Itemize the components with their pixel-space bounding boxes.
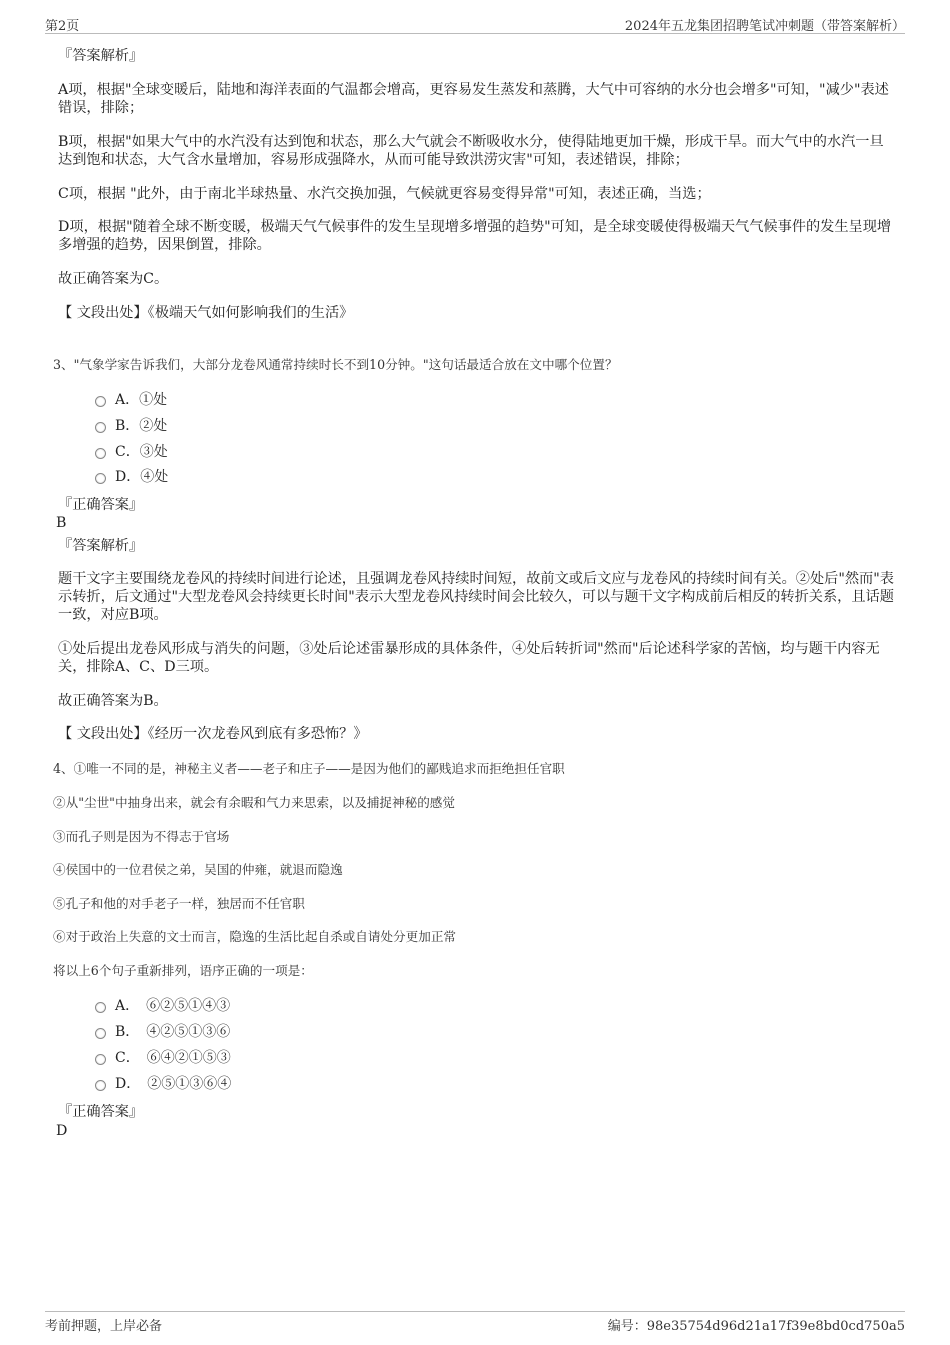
q4-sentence-4: ④侯国中的一位君侯之弟，吴国的仲雍，就退而隐逸 [53, 862, 343, 877]
q4-option-a[interactable]: A． ⑥②⑤①④③ [95, 997, 230, 1015]
q3-analysis-2: ①处后提出龙卷风形成与消失的问题，③处后论述雷暴形成的具体条件，④处后转折词"然而"后论述科学家的苦恼，均与题干内容无关，排除A、C、D三项。 [58, 641, 880, 675]
radio-icon[interactable] [95, 448, 106, 459]
radio-icon[interactable] [95, 1028, 106, 1039]
page-footer [45, 1311, 905, 1336]
q3-question: 3、"气象学家告诉我们，大部分龙卷风通常持续时长不到10分钟。"这句话最适合放在文中哪个位置？ [53, 357, 618, 372]
q4-instruction: 将以上6个句子重新排列，语序正确的一项是： [53, 963, 313, 978]
q2-analysis-d: D项，根据"随着全球不断变暖，极端天气气候事件的发生呈现增多增强的趋势"可知，是全球变暖使得极端天气气候事件的发生呈现增多增强的趋势，因果倒置，排除。 [58, 219, 892, 253]
q3-option-d[interactable]: D．④处 [95, 468, 168, 486]
q2-source: 【 文段出处】《极端天气如何影响我们的生活》 [58, 305, 354, 321]
q3-option-c[interactable]: C．③处 [95, 443, 168, 461]
q3-conclusion: 故正确答案为B。 [58, 693, 168, 709]
document-id: 编号：98e35754d96d21a17f39e8bd0cd750a5 [607, 1319, 905, 1334]
q4-option-b[interactable]: B． ④②⑤①③⑥ [95, 1023, 230, 1041]
radio-icon[interactable] [95, 1002, 106, 1013]
q4-sentence-6: ⑥对于政治上失意的文士而言，隐逸的生活比起自杀或自请处分更加正常 [53, 929, 456, 944]
q3-analysis-heading: 『答案解析』 [58, 538, 144, 554]
footer-slogan: 考前押题，上岸必备 [45, 1319, 163, 1334]
radio-icon[interactable] [95, 422, 106, 433]
q4-sentence-3: ③而孔子则是因为不得志于官场 [53, 829, 230, 844]
q4-option-d[interactable]: D． ②⑤①③⑥④ [95, 1075, 231, 1093]
q2-analysis-a: A项，根据"全球变暖后，陆地和海洋表面的气温都会增高，更容易发生蒸发和蒸腾，大气中可容纳的水分也会增多"可知，"减少"表述错误，排除； [58, 82, 889, 116]
q3-answer: B [56, 515, 67, 531]
radio-icon[interactable] [95, 1080, 106, 1091]
q3-analysis-1: 题干文字主要围绕龙卷风的持续时间进行论述，且强调龙卷风持续时间短，故前文或后文应与龙卷风的持续时间有关。②处后"然而"表示转折，后文通过"大型龙卷风会持续更长时间"表示大型龙卷风持续时间会比较久，可以与题干文字构成前后相反的转折关系，且话题一致，对应B项。 [58, 571, 894, 623]
q2-conclusion: 故正确答案为C。 [58, 271, 169, 287]
radio-icon[interactable] [95, 396, 106, 407]
q4-option-c[interactable]: C． ⑥④②①⑤③ [95, 1049, 231, 1067]
page-header [45, 14, 905, 34]
q4-sentence-1: 4、①唯一不同的是，神秘主义者——老子和庄子——是因为他们的鄙贱追求而拒绝担任官职 [53, 761, 565, 776]
q2-analysis-heading: 『答案解析』 [58, 48, 144, 64]
q4-sentence-5: ⑤孔子和他的对手老子一样，独居而不任官职 [53, 896, 305, 911]
q4-answer-heading: 『正确答案』 [58, 1104, 144, 1120]
document-title: 2024年五龙集团招聘笔试冲刺题（带答案解析） [624, 19, 905, 34]
q3-answer-heading: 『正确答案』 [58, 497, 144, 513]
radio-icon[interactable] [95, 1054, 106, 1065]
radio-icon[interactable] [95, 473, 106, 484]
q3-source: 【 文段出处】《经历一次龙卷风到底有多恐怖？》 [58, 726, 368, 742]
page-number: 第2页 [45, 19, 80, 34]
q3-option-a[interactable]: A．①处 [95, 391, 167, 409]
q2-analysis-b: B项，根据"如果大气中的水汽没有达到饱和状态，那么大气就会不断吸收水分，使得陆地更加干燥，形成干旱。而大气中的水汽一旦达到饱和状态，大气含水量增加，容易形成强降水，从而可能导致洪涝灾害"可知，表述错误，排除； [58, 134, 884, 168]
q2-analysis-c: C项，根据 "此外，由于南北半球热量、水汽交换加强，气候就更容易变得异常"可知，表述正确，当选； [58, 186, 711, 202]
q4-answer: D [56, 1123, 68, 1139]
q4-sentence-2: ②从"尘世"中抽身出来，就会有余暇和气力来思索，以及捕捉神秘的感觉 [53, 795, 455, 810]
q3-option-b[interactable]: B．②处 [95, 417, 167, 435]
